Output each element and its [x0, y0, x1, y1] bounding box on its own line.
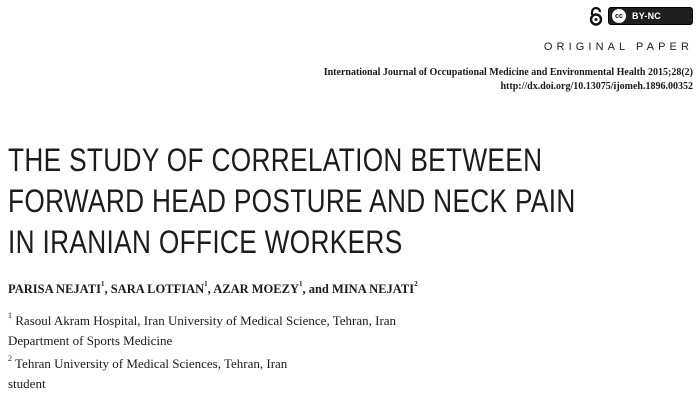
author-name: SARA LOTFIAN	[110, 282, 205, 296]
affiliation-text: Tehran University of Medical Sciences, Tehran, Iran	[12, 356, 288, 371]
paper-title	[8, 140, 576, 263]
title-line-2: FORWARD HEAD POSTURE AND NECK PAIN	[8, 183, 576, 219]
license-badge[interactable]	[608, 7, 693, 25]
author-name: MINA NEJATI	[332, 282, 415, 296]
author-name: PARISA NEJATI	[8, 282, 101, 296]
affiliation-marker: 1	[100, 280, 105, 288]
author-name: AZAR MOEZY	[213, 282, 299, 296]
open-access-icon	[588, 6, 604, 26]
affiliation-marker: 1	[204, 280, 208, 288]
affiliation-1-role: Department of Sports Medicine	[8, 333, 173, 348]
article-type-label: ORIGINAL PAPER	[543, 41, 693, 53]
affiliation-1	[8, 313, 396, 329]
title-line-3: IN IRANIAN OFFICE WORKERS	[8, 224, 403, 260]
affiliation-marker: 2	[8, 354, 12, 363]
affiliation-2	[8, 356, 287, 372]
affiliation-text: Rasoul Akram Hospital, Iran University of Medical Science, Tehran, Iran	[12, 313, 397, 328]
author-list	[8, 282, 418, 297]
author-separator: ,	[104, 282, 111, 296]
author-separator: ,	[207, 282, 214, 296]
author-separator: , and	[302, 282, 333, 296]
affiliation-marker: 1	[8, 311, 12, 320]
creative-commons-icon: cc	[612, 9, 626, 23]
journal-citation: International Journal of Occupational Medicine and Environmental Health 2015;28(2)	[323, 67, 693, 78]
affiliation-marker: 2	[414, 280, 418, 288]
title-line-1: THE STUDY OF CORRELATION BETWEEN	[8, 142, 543, 178]
affiliation-marker: 1	[298, 280, 303, 288]
affiliation-2-role: student	[8, 376, 46, 391]
license-label: BY-NC	[632, 11, 662, 21]
doi-link[interactable]: http://dx.doi.org/10.13075/ijomeh.1896.00352	[500, 81, 693, 92]
